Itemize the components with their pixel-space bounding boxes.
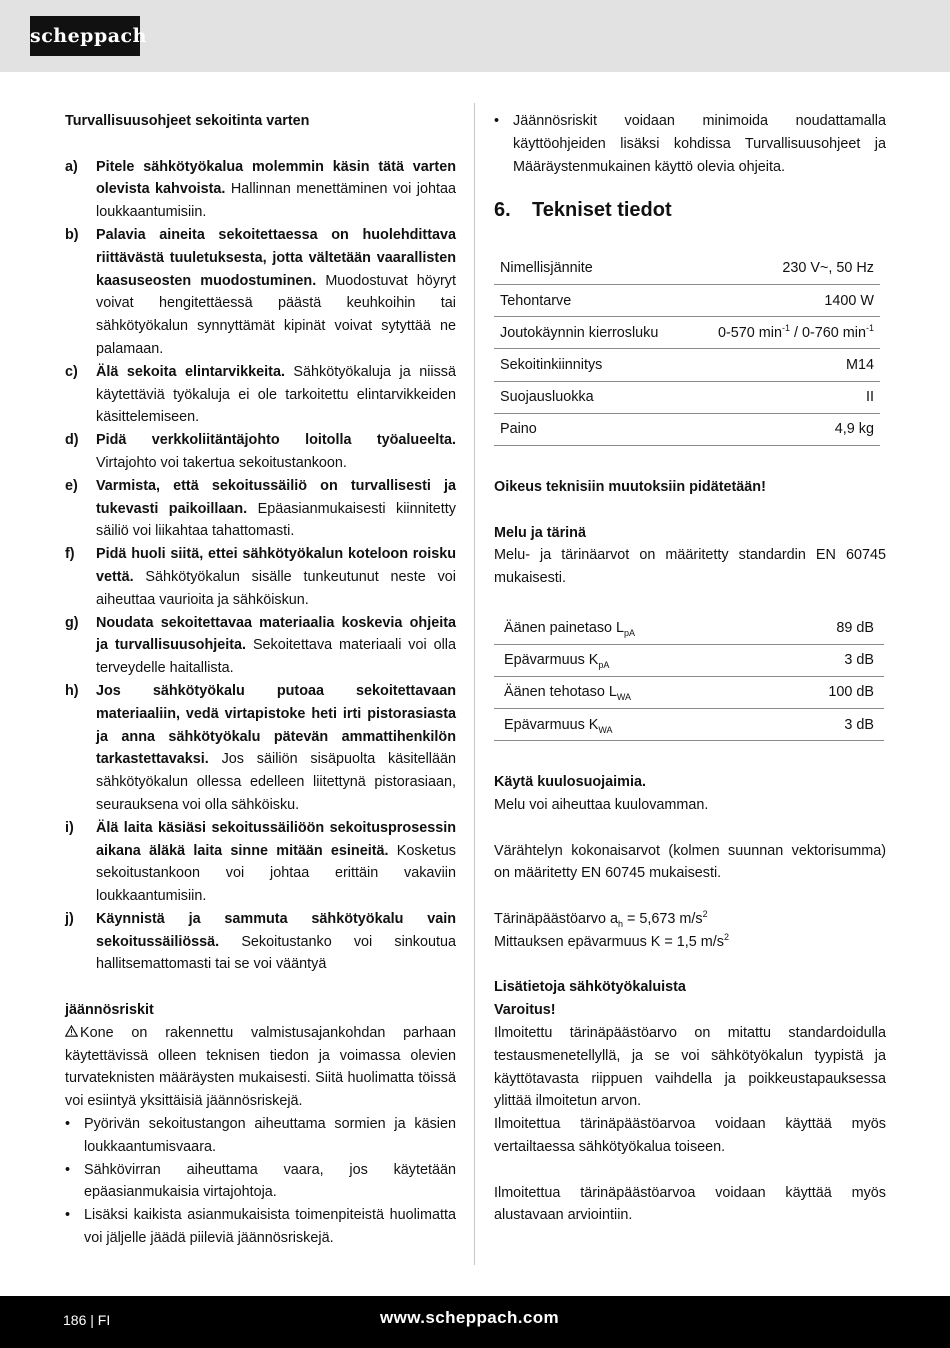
- noise-text: Melu- ja tärinäarvot on määritetty standardin EN 60745 mukaisesti.: [494, 547, 886, 587]
- table-row: Epävarmuus $K_{pA}$ 3 dB: [494, 644, 884, 676]
- extra-info-text: Ilmoitettua tärinäpäästöarvoa voidaan käyttää myös vertailtaessa sähkötyökalua toiseen.: [494, 1116, 886, 1155]
- table-row: Äänen painetaso $L_{pA}$ 89 dB: [494, 612, 884, 644]
- table-row: Epävarmuus $K_{WA}$ 3 dB: [494, 709, 884, 741]
- warning-triangle-icon: [65, 1022, 80, 1045]
- table-row: Sekoitinkiinnitys M14: [494, 349, 880, 381]
- safety-item: e) Varmista, että sekoitussäiliö on turvallisesti ja tukevasti paikoillaan. Epäasianmukaisesti kiinnitetty säiliö voi liikahtaa tahattomasti.: [65, 477, 456, 540]
- list-item: • Sähkövirran aiheuttama vaara, jos käytetään epäasianmukaisia virtajohtoja.: [65, 1161, 456, 1201]
- extra-info-title: Lisätietoja sähkötyökaluista: [494, 979, 686, 996]
- table-row: Äänen tehotaso $L_{WA}$ 100 dB: [494, 676, 884, 708]
- safety-items-list: [65, 156, 456, 977]
- vibration-value: Tärinäpäästöarvo $a_h = 5,673$ $m/s^2$: [494, 909, 708, 929]
- safety-item: h) Jos sähkötyökalu putoaa sekoitettavaan materiaaliin, vedä virtapistoke heti irti pistorasiasta ja anna sähkötyökalu pätevän ammattihenkilön tarkastettavaksi. Jos säiliön sisäpuolta käsitellään sähkötyökalun ollessa edelleen liitettynä pistorasiaan, seurauksena voi olla sähköisku.: [65, 682, 456, 813]
- table-row: Tehontarve 1400 W: [494, 285, 880, 317]
- footer: [0, 1296, 950, 1348]
- safety-item: g) Noudata sekoitettavaa materiaalia koskevia ohjeita ja turvallisuusohjeita. Sekoitettava materiaali voi olla terveydelle haitallista.: [65, 614, 456, 677]
- residual-risks-text: Kone on rakennettu valmistusajankohdan parhaan käytettävissä olleen teknisen tiedon ja voimassa olevien turvateknisten määräysten mukaisesti. Siitä huolimatta töissä voi esiintyä yksittäisiä jäännösriskejä.: [65, 1022, 456, 1113]
- section-heading: 6. Tekniset tiedot: [494, 199, 672, 222]
- scheppach-logo: scheppach: [30, 16, 140, 56]
- list-item: • Jäännösriskit voidaan minimoida noudattamalla käyttöohjeiden lisäksi kohdissa Turvallisuusohjeet ja Määräystenmukainen käyttö olevia ohjeita.: [494, 113, 886, 175]
- table-row: Nimellisjännite 230 V~, 50 Hz: [494, 252, 880, 284]
- list-item: • Pyörivän sekoitustangon aiheuttama sormien ja käsien loukkaantumisvaara.: [65, 1116, 456, 1155]
- table-row: Suojausluokka II: [494, 381, 880, 413]
- safety-item: j) Käynnistä ja sammuta sähkötyökalu vain sekoitussäiliössä. Sekoitustanko voi sinkoutua hallitsemattomasti tai se voi vääntyä: [65, 910, 456, 973]
- safety-instructions-title: Turvallisuusohjeet sekoitinta varten: [65, 113, 310, 129]
- safety-item: f) Pidä huoli siitä, ettei sähkötyökalun koteloon roisku vettä. Sähkötyökalun sisälle tunkeutunut neste voi aiheuttaa vaurioita ja sähköiskun.: [65, 546, 456, 608]
- vibration-uncertainty: Mittauksen epävarmuus K = 1,5 $m/s^2$: [494, 932, 729, 950]
- page-number: 186 | FI: [63, 1312, 111, 1328]
- extra-info-text: Ilmoitettua tärinäpäästöarvoa voidaan käyttää myös alustavaan arviointiin.: [494, 1184, 886, 1224]
- safety-item: c) Älä sekoita elintarvikkeita. Sähkötyökaluja ja niissä käytettäviä työkaluja ei ole tarkoitettu elintarvikkeiden käsittelemiseen.: [65, 363, 456, 426]
- ear-protection-text: Melu voi aiheuttaa kuulovamman.: [494, 797, 709, 814]
- noise-title: Melu ja tärinä: [494, 524, 586, 541]
- noise-table: [494, 612, 884, 741]
- extra-info-text: Ilmoitettu tärinäpäästöarvo on mitattu standardoidulla testausmenetellyllä, ja se voi sähkötyökalun tyypistä ja käyttötavasta riippuen vaihdella ja poikkeustapauksessa ylittää ilmoitetun arvon.: [494, 1025, 886, 1110]
- right-column: [494, 110, 886, 1227]
- left-column: [65, 110, 456, 1250]
- warning-title: Varoitus!: [494, 1002, 556, 1019]
- header-band: [0, 0, 950, 72]
- residual-risks-title: jäännösriskit: [65, 1002, 154, 1019]
- vibration-text: Värähtelyn kokonaisarvot (kolmen suunnan vektorisumma) on määritetty EN 60745 mukaisesti.: [494, 842, 886, 882]
- ear-protection-title: Käytä kuulosuojaimia.: [494, 774, 646, 791]
- website-link[interactable]: www.scheppach.com: [380, 1308, 560, 1327]
- list-item: • Lisäksi kaikista asianmukaisista toimenpiteistä huolimatta voi jäljelle jäädä piileviä jäännösriskejä.: [65, 1207, 456, 1247]
- residual-risks-bullets: [65, 1113, 456, 1250]
- reserve-note: Oikeus teknisiin muutoksiin pidätetään!: [494, 479, 766, 496]
- safety-item: d) Pidä verkkoliitäntäjohto loitolla työalueelta. Virtajohto voi takertua sekoitustankoon.: [65, 432, 456, 471]
- table-row: Paino 4,9 kg: [494, 413, 880, 445]
- safety-item: a) Pitele sähkötyökalua molemmin käsin tätä varten olevista kahvoista. Hallinnan menettäminen voi johtaa loukkaantumisiin.: [65, 158, 456, 221]
- safety-item: i) Älä laita käsiäsi sekoitussäiliöön sekoitusprosessin aikana äläkä laita sinne mitään esineitä. Kosketus sekoitustankoon voi johtaa erittäin vakaviin loukkaantumisiin.: [65, 819, 456, 905]
- table-row: Joutokäynnin kierrosluku 0-570 $\min^{-1} / 0-760$ $\min^{-1}$: [494, 317, 880, 349]
- safety-item: b) Palavia aineita sekoitettaessa on huolehdittava riittävästä tuuletuksesta, jotta vältetään vaarallisten kaasuseosten muodostuminen. Muodostuvat höyryt voivat hengitettäessä päästä keuhkoihin tai sähkötyökalun synnyttämät kipinät voivat sytyttää ne palamaan.: [65, 226, 456, 357]
- technical-data-table: [494, 252, 880, 446]
- column-divider: [474, 103, 475, 1265]
